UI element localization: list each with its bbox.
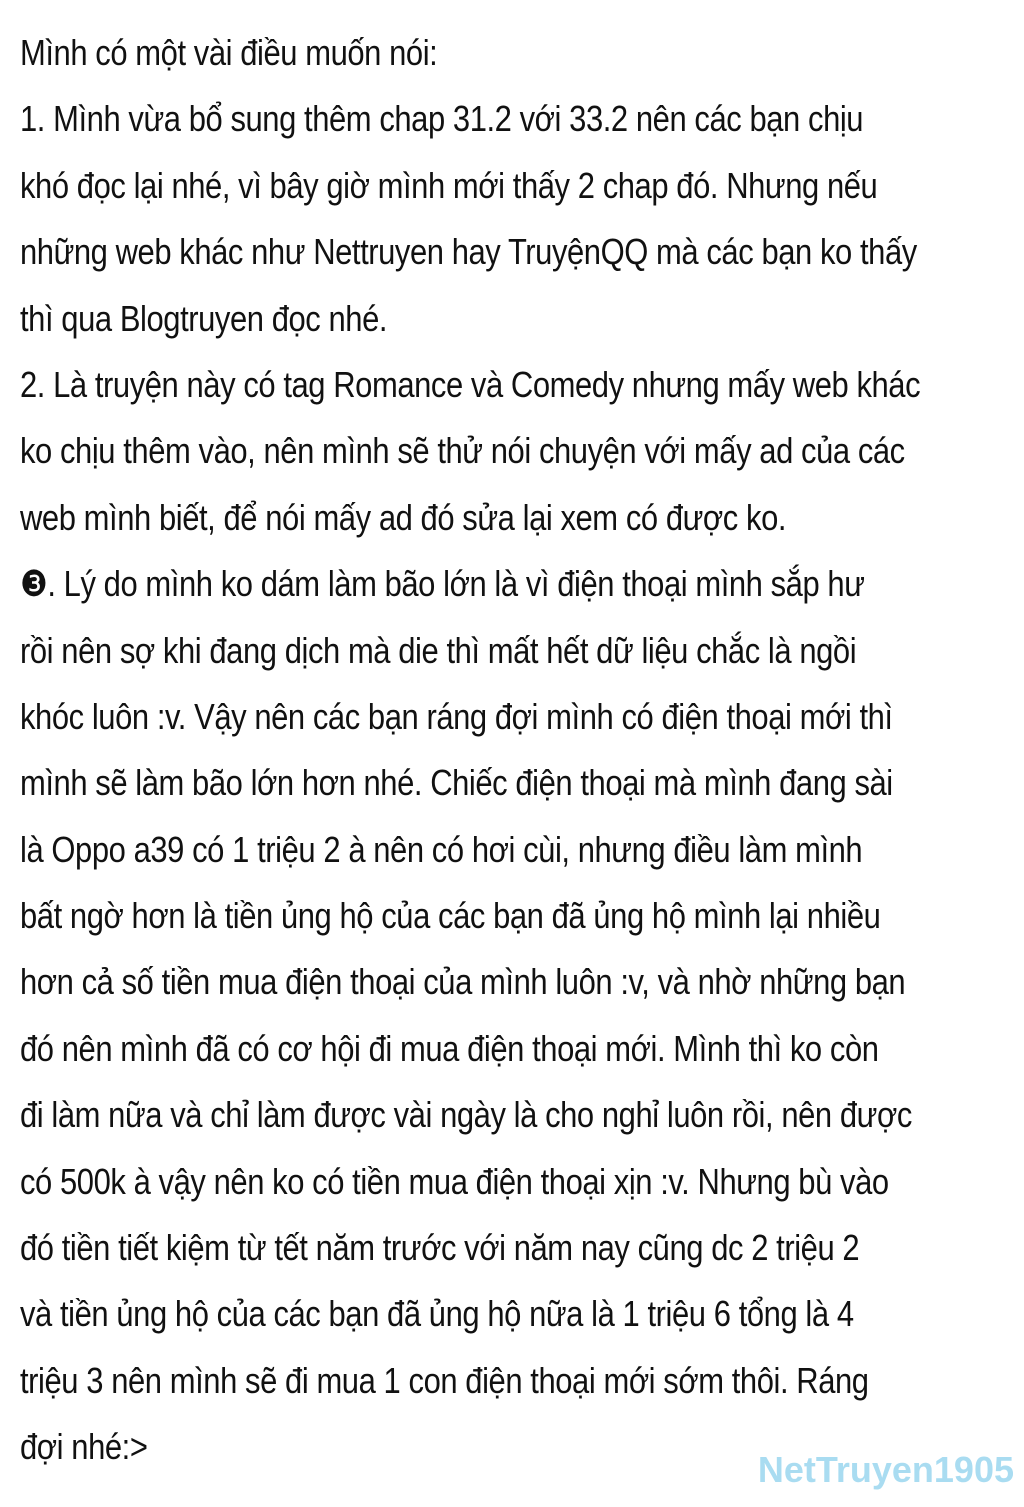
note-line: mình sẽ làm bão lớn hơn nhé. Chiếc điện thoại mà mình đang sài	[20, 762, 893, 804]
note-line: triệu 3 nên mình sẽ đi mua 1 con điện thoại mới sớm thôi. Ráng	[20, 1359, 869, 1401]
note-line: có 500k à vậy nên ko có tiền mua điện thoại xịn :v. Nhưng bù vào	[20, 1160, 889, 1202]
note-line: rồi nên sợ khi đang dịch mà die thì mất hết dữ liệu chắc là ngồi	[20, 629, 857, 671]
note-line: đi làm nữa và chỉ làm được vài ngày là cho nghỉ luôn rồi, nên được	[20, 1094, 912, 1136]
note-line: đó tiền tiết kiệm từ tết năm trước với năm nay cũng dc 2 triệu 2	[20, 1227, 860, 1269]
note-line: khóc luôn :v. Vậy nên các bạn ráng đợi mình có điện thoại mới thì	[20, 695, 893, 737]
note-line: khó đọc lại nhé, vì bây giờ mình mới thấy 2 chap đó. Nhưng nếu	[20, 164, 878, 206]
note-line: thì qua Blogtruyen đọc nhé.	[20, 297, 388, 339]
note-line: Mình có một vài điều muốn nói:	[20, 32, 438, 73]
note-line: đó nên mình đã có cơ hội đi mua điện thoại mới. Mình thì ko còn	[20, 1027, 879, 1069]
note-line: và tiền ủng hộ của các bạn đã ủng hộ nữa là 1 triệu 6 tổng là 4	[20, 1293, 854, 1335]
note-line: 1. Mình vừa bổ sung thêm chap 31.2 với 33.2 nên các bạn chịu	[20, 98, 864, 140]
note-line: web mình biết, để nói mấy ad đó sửa lại xem có được ko.	[20, 496, 787, 538]
note-line: bất ngờ hơn là tiền ủng hộ của các bạn đã ủng hộ mình lại nhiều	[20, 895, 881, 937]
note-line: hơn cả số tiền mua điện thoại của mình luôn :v, và nhờ những bạn	[20, 961, 906, 1003]
note-line: ko chịu thêm vào, nên mình sẽ thử nói chuyện với mấy ad của các	[20, 430, 905, 472]
note-line: những web khác như Nettruyen hay TruyệnQQ mà các bạn ko thấy	[20, 231, 917, 273]
note-line: đợi nhé:>	[20, 1426, 148, 1468]
note-line: ❸. Lý do mình ko dám làm bão lớn là vì điện thoại mình sắp hư	[20, 563, 865, 605]
handwritten-note	[20, 20, 1010, 1481]
note-line: là Oppo a39 có 1 triệu 2 à nên có hơi cùi, nhưng điều làm mình	[20, 828, 863, 870]
watermark-logo: NetTruyen1905	[757, 1449, 1014, 1490]
note-line: 2. Là truyện này có tag Romance và Comedy nhưng mấy web khác	[20, 363, 921, 405]
